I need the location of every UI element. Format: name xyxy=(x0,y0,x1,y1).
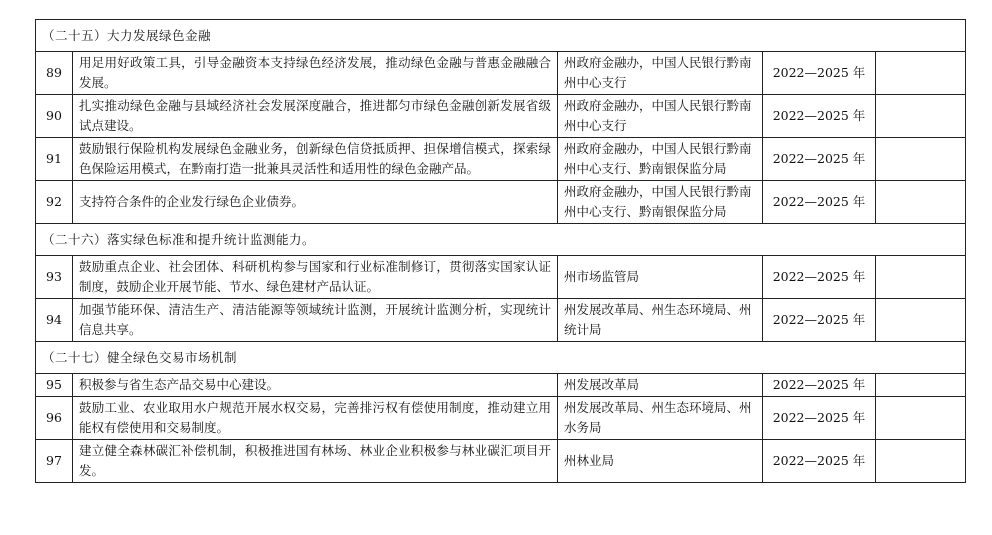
task-text: 鼓励银行保险机构发展绿色金融业务，创新绿色信贷抵质押、担保增信模式，探索绿色保险运用模式，在黔南打造一批兼具灵活性和适用性的绿色金融产品。 xyxy=(73,138,558,181)
table-row xyxy=(36,138,966,181)
table-row xyxy=(36,397,966,440)
row-number: 96 xyxy=(36,397,73,440)
time-period: 2022—2025 年 xyxy=(763,95,876,138)
time-period: 2022—2025 年 xyxy=(763,256,876,299)
remarks-cell xyxy=(876,138,966,181)
task-text: 鼓励工业、农业取用水户规范开展水权交易，完善排污权有偿使用制度，推动建立用能权有偿使用和交易制度。 xyxy=(73,397,558,440)
responsible-dept: 州市场监管局 xyxy=(558,256,763,299)
table-row xyxy=(36,95,966,138)
remarks-cell xyxy=(876,299,966,342)
table-row xyxy=(36,374,966,397)
time-period: 2022—2025 年 xyxy=(763,138,876,181)
time-period: 2022—2025 年 xyxy=(763,397,876,440)
remarks-cell xyxy=(876,52,966,95)
responsible-dept: 州发展改革局、州生态环境局、州水务局 xyxy=(558,397,763,440)
task-table xyxy=(35,19,966,483)
section-title: （二十七）健全绿色交易市场机制 xyxy=(36,342,966,374)
task-text: 用足用好政策工具，引导金融资本支持绿色经济发展，推动绿色金融与普惠金融融合发展。 xyxy=(73,52,558,95)
section-header-row xyxy=(36,224,966,256)
section-title: （二十六）落实绿色标准和提升统计监测能力。 xyxy=(36,224,966,256)
row-number: 89 xyxy=(36,52,73,95)
table-row xyxy=(36,440,966,483)
remarks-cell xyxy=(876,181,966,224)
table-row xyxy=(36,52,966,95)
table-row xyxy=(36,181,966,224)
section-title: （二十五）大力发展绿色金融 xyxy=(36,20,966,52)
responsible-dept: 州政府金融办，中国人民银行黔南州中心支行 xyxy=(558,52,763,95)
remarks-cell xyxy=(876,95,966,138)
task-text: 建立健全森林碳汇补偿机制，积极推进国有林场、林业企业积极参与林业碳汇项目开发。 xyxy=(73,440,558,483)
responsible-dept: 州发展改革局、州生态环境局、州统计局 xyxy=(558,299,763,342)
row-number: 91 xyxy=(36,138,73,181)
task-text: 加强节能环保、清洁生产、清洁能源等领域统计监测，开展统计监测分析，实现统计信息共享。 xyxy=(73,299,558,342)
row-number: 92 xyxy=(36,181,73,224)
row-number: 97 xyxy=(36,440,73,483)
time-period: 2022—2025 年 xyxy=(763,374,876,397)
task-text: 鼓励重点企业、社会团体、科研机构参与国家和行业标准制修订，贯彻落实国家认证制度，鼓励企业开展节能、节水、绿色建材产品认证。 xyxy=(73,256,558,299)
remarks-cell xyxy=(876,374,966,397)
remarks-cell xyxy=(876,397,966,440)
responsible-dept: 州政府金融办，中国人民银行黔南州中心支行 xyxy=(558,95,763,138)
responsible-dept: 州政府金融办，中国人民银行黔南州中心支行、黔南银保监分局 xyxy=(558,138,763,181)
row-number: 93 xyxy=(36,256,73,299)
responsible-dept: 州林业局 xyxy=(558,440,763,483)
time-period: 2022—2025 年 xyxy=(763,52,876,95)
section-header-row xyxy=(36,342,966,374)
responsible-dept: 州政府金融办，中国人民银行黔南州中心支行、黔南银保监分局 xyxy=(558,181,763,224)
time-period: 2022—2025 年 xyxy=(763,440,876,483)
time-period: 2022—2025 年 xyxy=(763,181,876,224)
row-number: 90 xyxy=(36,95,73,138)
task-text: 支持符合条件的企业发行绿色企业债券。 xyxy=(73,181,558,224)
task-text: 扎实推动绿色金融与县域经济社会发展深度融合，推进都匀市绿色金融创新发展省级试点建设。 xyxy=(73,95,558,138)
time-period: 2022—2025 年 xyxy=(763,299,876,342)
table-row xyxy=(36,299,966,342)
responsible-dept: 州发展改革局 xyxy=(558,374,763,397)
task-text: 积极参与省生态产品交易中心建设。 xyxy=(73,374,558,397)
section-header-row xyxy=(36,20,966,52)
remarks-cell xyxy=(876,256,966,299)
remarks-cell xyxy=(876,440,966,483)
row-number: 95 xyxy=(36,374,73,397)
table-row xyxy=(36,256,966,299)
row-number: 94 xyxy=(36,299,73,342)
